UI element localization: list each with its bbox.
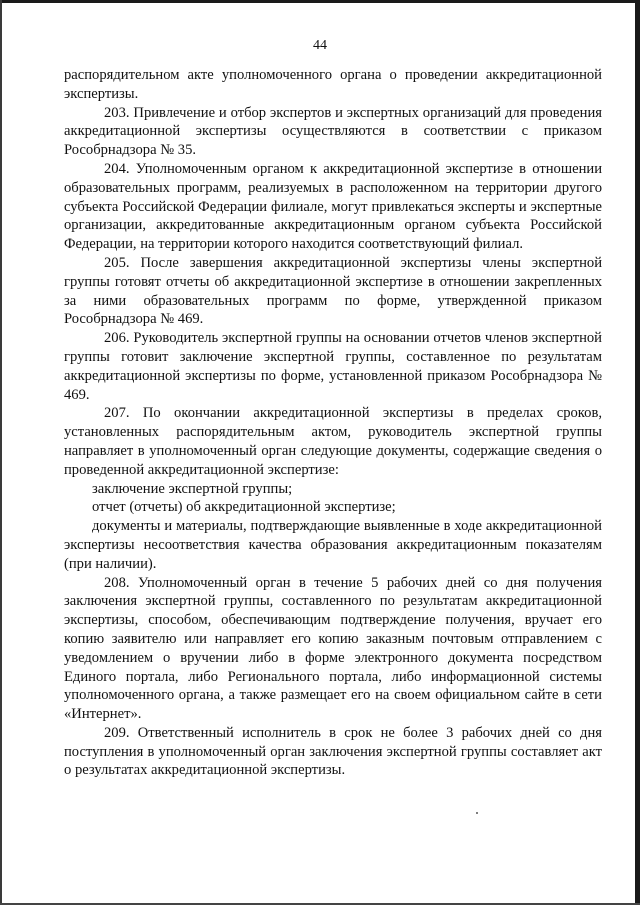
paragraph-209: 209. Ответственный исполнитель в срок не более 3 рабочих дней со дня поступления в уполномоченный орган заключения экспертной группы составляет акт о результатах аккредитационной экспертизы. (64, 724, 602, 779)
list-item-reports: отчет (отчеты) об аккредитационной экспертизе; (92, 499, 396, 516)
document-body (64, 66, 602, 780)
list-item-documents: документы и материалы, подтверждающие выявленные в ходе аккредитационной экспертизы несоответствия качества образования аккредитационным показателям (при наличии). (64, 518, 602, 572)
list-item-conclusion: заключение экспертной группы; (92, 480, 293, 497)
paragraph-207: 207. По окончании аккредитационной экспертизы в пределах сроков, установленных распорядительным актом, руководитель экспертной группы направляет в уполномоченный орган следующие документы, содержащие сведения о проведенной аккредитационной экспертизе: (64, 405, 602, 478)
page-number: 44 (313, 38, 327, 53)
paragraph-continuation: распорядительном акте уполномоченного органа о проведении аккредитационной экспертизы. (64, 67, 602, 102)
paragraph-206: 206. Руководитель экспертной группы на основании отчетов членов экспертной группы готовит заключение экспертной группы, составленное по результатам аккредитационной экспертизы по форме, установленной приказом Рособрнадзора № 469. (64, 330, 602, 403)
scan-speck (476, 812, 478, 814)
scan-border-top (0, 0, 640, 3)
scan-border-left (0, 0, 2, 905)
paragraph-205: 205. После завершения аккредитационной экспертизы члены экспертной группы готовят отчеты об аккредитационной экспертизе в отношении закрепленных за ними образовательных программ по форме, утвержденной приказом Рособрнадзора № 469. (64, 254, 602, 328)
paragraph-208: 208. Уполномоченный орган в течение 5 рабочих дней со дня получения заключения экспертной группы, составленного по результатам аккредитационной экспертизы, способом, обеспечивающим подтверждение получения, вручает его копию заявителю или направляет его копию заказным почтовым отправлением с уведомлением о вручении либо в форме электронного документа посредством Единого портала, либо Регионального портала, либо информационной системы уполномоченного органа, а также размещает его на своем официальном сайте в сети «Интернет». (64, 574, 602, 723)
paragraph-204: 204. Уполномоченным органом к аккредитационной экспертизе в отношении образовательных программ, реализуемых в расположенном на территории другого субъекта Российской Федерации филиале, могут привлекаться эксперты и экспертные организации, аккредитованные аккредитационным органом субъекта Российской Федерации, на территории которого находится соответствующий филиал. (64, 160, 602, 253)
scan-border-right (635, 0, 640, 905)
paragraph-203: 203. Привлечение и отбор экспертов и экспертных организаций для проведения аккредитационной экспертизы осуществляются в соответствии с приказом Рособрнадзора № 35. (64, 104, 602, 159)
